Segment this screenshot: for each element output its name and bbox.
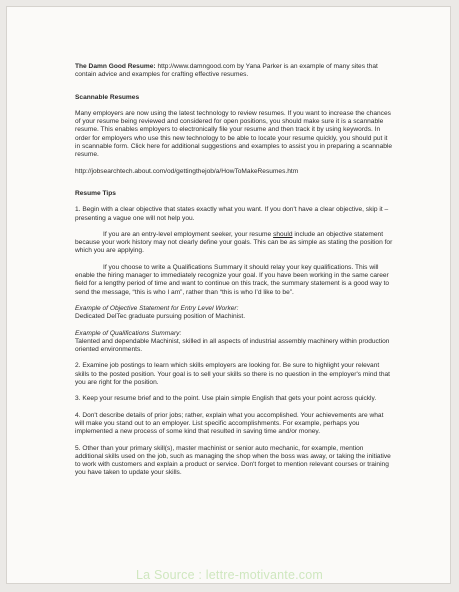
- intro-title: The Damn Good Resume:: [75, 63, 156, 70]
- scannable-here-link[interactable]: here: [146, 143, 161, 151]
- example-1-text: Dedicated DelTec graduate pursuing position of Machinist.: [75, 313, 246, 321]
- tip-1-entry-level-paragraph: [75, 231, 393, 256]
- example-1-label: Example of Objective Statement for Entry Level Worker:: [75, 304, 239, 312]
- intro-text: by Yana Parker is an example of many sites that contain advice and examples for crafting effective resumes.: [75, 63, 378, 79]
- tip-2: 2. Examine job postings to learn which skills employers are looking for. Be sure to highlight your relevant skills to the posted position. Your goal is to sell your skills so there is no question in the employer's mind that you are right for the position.: [75, 362, 390, 387]
- tips-heading: Resume Tips: [75, 189, 116, 197]
- scannable-paragraph: [75, 110, 393, 160]
- scannable-heading: Scannable Resumes: [75, 93, 140, 101]
- tip-5: 5. Other than your primary skill(s), master machinist or senior auto mechanic, for example, mention additional skills used on the job, such as managing the shop when the boss was away, or taking the initiative to work with customers and explain a product or service. Don't forget to mention relevant courses or training you have taken to update your skills.: [75, 444, 391, 477]
- tip-1-emphasis: should: [273, 230, 293, 238]
- scannable-body-text-end: for additional suggestions and examples to assist you in preparing a scannable resume.: [75, 143, 393, 159]
- intro-paragraph: [75, 63, 393, 80]
- scannable-url[interactable]: http://jobsearchtech.about.com/od/gettingthejob/a/HowToMakeResumes.htm: [75, 167, 299, 175]
- source-watermark: La Source : lettre-motivante.com: [135, 568, 324, 582]
- document-page: [6, 6, 451, 584]
- document-body: [75, 63, 393, 478]
- example-2-label: Example of Qualifications Summary:: [75, 329, 182, 337]
- tip-1-qualifications-paragraph: If you choose to write a Qualifications Summary it should relay your key qualifications. This will enable the hiring manager to immediately recognize your goal. If you have been working in the same career field for a lengthy period of time and want to continue on this track, the summary statement is a good way to send the message, “this is who I am”, rather than “this is who I’d like to be”.: [75, 263, 390, 296]
- tip-1-entry-level-text: If you are an entry-level employment seeker, your resume: [103, 230, 274, 238]
- tip-3: 3. Keep your resume brief and to the point. Use plain simple English that gets your point across quickly.: [75, 395, 377, 403]
- scannable-body-text: Many employers are now using the latest technology to review resumes. If you want to increase the chances of your resume being reviewed and considered for open positions, you should make sure it is a scannable resume. This enables employers to electronically file your resume and then track it by using keywords. In order for employers who use this new technology to be able to locate your resume quickly, you should put it in scannable form. Click: [75, 109, 391, 151]
- example-2-text: Talented and dependable Machinist, skilled in all aspects of industrial assembly machinery within production oriented environments.: [75, 337, 390, 354]
- tip-4: 4. Don't describe details of prior jobs; rather, explain what you accomplished. Your achievements are what will make you stand out to an employer. List specific accomplishments. For example, perhaps you implemented a new process of some kind that resulted in saving time and/or money.: [75, 411, 384, 436]
- tip-1-entry-level-text-end: include an objective statement because your work history may not clearly define your goals. This can be as simple as stating the position for which you are applying.: [75, 230, 393, 255]
- tip-1: 1. Begin with a clear objective that states exactly what you want. If you don't have a clear objective, skip it – presenting a vague one will not help you.: [75, 206, 389, 222]
- intro-url[interactable]: http://www.damngood.com: [157, 63, 236, 70]
